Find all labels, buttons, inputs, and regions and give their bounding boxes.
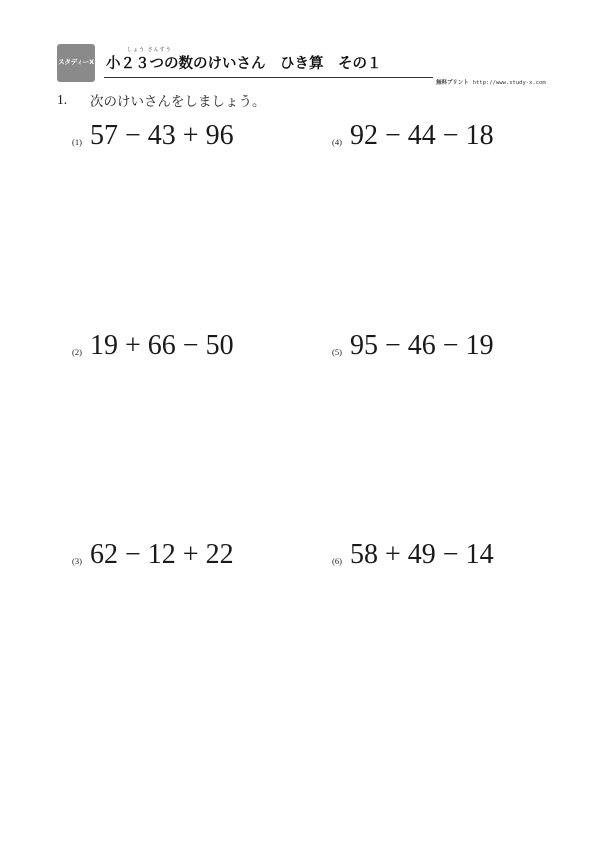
- problem-expression: 62 − 12 + 22: [90, 539, 234, 570]
- problem-label: (6): [332, 556, 342, 566]
- problem-label: (1): [72, 137, 82, 147]
- problem-expression: 95 − 46 − 19: [350, 330, 494, 361]
- source-label: 無料プリント: [436, 80, 469, 86]
- source-credit: [436, 78, 546, 86]
- question-instruction: 次のけいさんをしましょう。: [90, 94, 266, 110]
- source-url: http://www.study-x.com: [472, 80, 546, 86]
- question-number: 1.: [57, 92, 68, 107]
- title-underline: [104, 77, 433, 78]
- logo-text: スタディーX: [58, 58, 94, 66]
- problem-label: (4): [332, 137, 342, 147]
- title-ruby: しょう さんすう: [127, 47, 172, 53]
- problem-expression: 19 + 66 − 50: [90, 330, 234, 361]
- page-title: 小２３つの数のけいさん ひき算 その１: [106, 56, 382, 72]
- problem-label: (5): [332, 347, 342, 357]
- problem-label: (2): [72, 347, 82, 357]
- problem-expression: 92 − 44 − 18: [350, 120, 494, 151]
- problem-expression: 57 − 43 + 96: [90, 120, 234, 151]
- problem-label: (3): [72, 556, 82, 566]
- problem-expression: 58 + 49 − 14: [350, 539, 494, 570]
- site-logo: [57, 44, 95, 82]
